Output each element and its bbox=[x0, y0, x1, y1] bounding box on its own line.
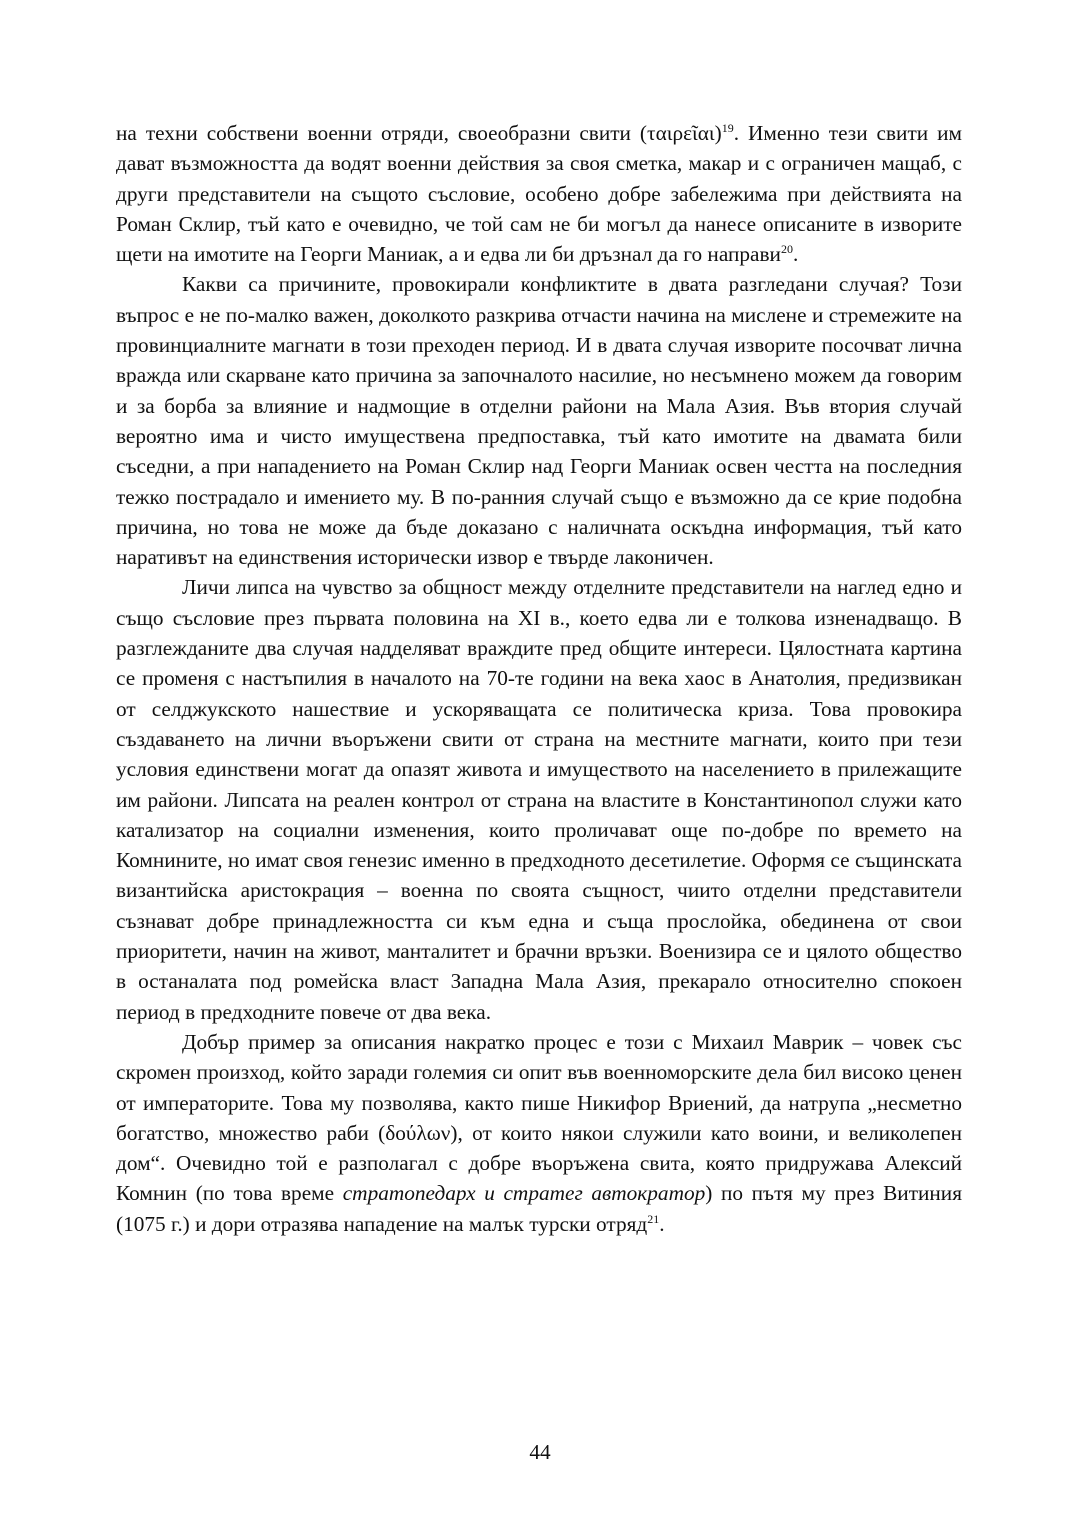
paragraph-2 bbox=[116, 269, 962, 572]
text-run: Личи липса на чувство за общност между отделните представители на наглед едно и също съсловие през първата половина на XI в., което едва ли е толкова изненадващо. В разглежданите два случая надделяват враждите пред общите интереси. Цялостната картина се променя с настъпилия в началото на 70-те години на века хаос в Анатолия, предизвикан от селджукското нашествие и ускоряващата се политическа криза. Това провокира създаването на лични въоръжени свити от страна на местните магнати, които при тези условия единствени могат да опазят живота и имуществото на населението в прилежащите им райони. Липсата на реален контрол от страна на властите в Константинопол служи като катализатор на социални изменения, които проличават още по-добре по времето на Комнините, но имат своя генезис именно в предходното десетилетие. Оформя се същинската византийска аристокрация – военна по своята същност, чиито отделни представители съзнават добре принадлежността си към една и съща прослойка, обединена от свои приоритети, начин на живот, манталитет и брачни връзки. Военизира се и цялото общество в останалата под ромейска власт Западна Мала Азия, прекарало относително спокоен период в предходните повече от два века. bbox=[116, 575, 962, 1024]
page-body bbox=[116, 118, 962, 1239]
text-run: Какви са причините, провокирали конфликтите в двата разгледани случая? Този въпрос е не по-малко важен, доколкото разкрива отчасти начина на мислене и стремежите на провинциалните магнати в този преходен период. И в двата случая изворите посочват лична вражда или скарване като причина за започналото насилие, но несъмнено можем да говорим и за борба за влияние и надмощие в отделни райони на Мала Азия. Във втория случай вероятно има и чисто имуществена предпоставка, тъй като имотите на двамата били съседни, а при нападението на Роман Склир над Георги Маниак освен честта на последния тежко пострадало и имението му. В по-ранния случай също е възможно да се крие подобна причина, но това не може да бъде доказано с наличната оскъдна информация, тъй като наративът на единствения исторически извор е твърде лаконичен. bbox=[116, 272, 962, 570]
footnote-ref-21: 21 bbox=[647, 1211, 660, 1226]
paragraph-3 bbox=[116, 572, 962, 1026]
footnote-ref-20: 20 bbox=[780, 242, 793, 257]
text-run: ) по пътя му през Витиния (1075 г.) и дори отразява нападение на малък турски отряд bbox=[116, 1181, 962, 1236]
paragraph-1 bbox=[116, 118, 962, 269]
text-run: . bbox=[659, 1211, 665, 1236]
text-run: . Именно тези свити им дават възможността да водят военни действия за своя сметка, макар и с ограничен мащаб, с други представители на същото съсловие, особено добре забележима при действията на Роман Склир, тъй като е очевидно, че той сам не би могъл да нанесе описаните в изворите щети на имотите на Георги Маниак, а и едва ли би дръзнал да го направи bbox=[116, 121, 962, 267]
footnote-ref-19: 19 bbox=[721, 121, 734, 135]
italic-term: стратопедарх и стратег автократор bbox=[342, 1181, 706, 1206]
page-number: 44 bbox=[529, 1440, 551, 1464]
text-run: . bbox=[792, 242, 799, 267]
text-run: Добър пример за описания накратко процес е този с Михаил Маврик – човек със скромен произход, който заради големия си опит във военноморските дела бил високо ценен от императорите. Това му позволява, както пише Никифор Вриений, да натрупа „несметно богатство, множество раби (δούλων), от които някои служили като воини, и великолепен дом“. Очевидно той е разполагал с добре въоръжена свита, която придружава Алексий Комнин (по това време bbox=[116, 1029, 962, 1206]
text-run: на техни собствени военни отряди, своеобразни свити (ταιρεῖαι) bbox=[116, 121, 722, 145]
paragraph-4 bbox=[116, 1027, 962, 1239]
